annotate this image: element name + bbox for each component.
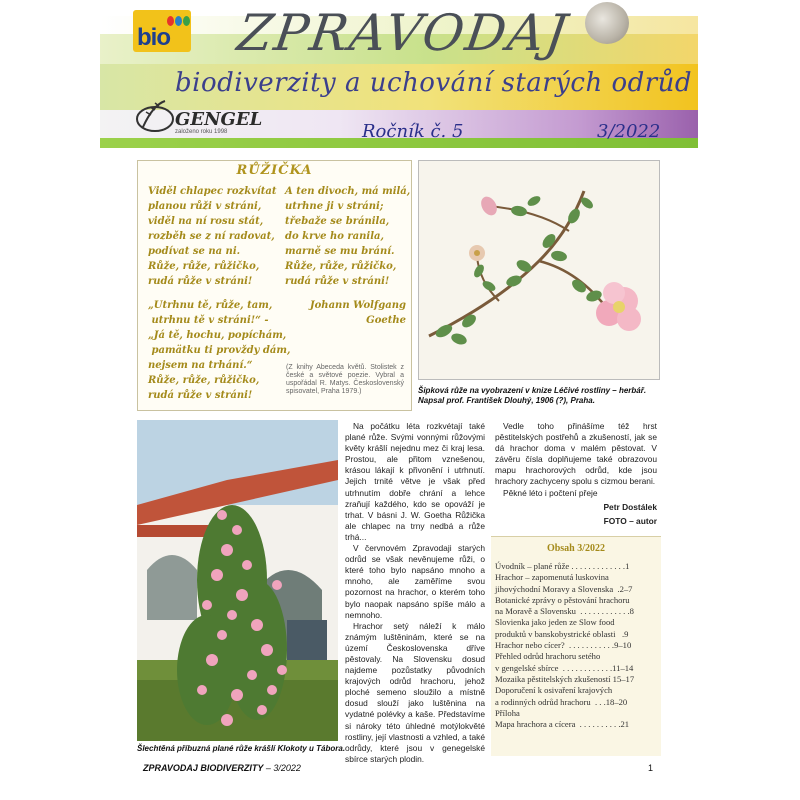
contents-item[interactable]: a rodinných odrůd hrachoru . . .18–20 <box>495 696 628 707</box>
seeds-in-hand-image <box>585 2 629 44</box>
masthead <box>0 0 800 155</box>
contents-item[interactable]: Mapa hrachora a cícera . . . . . . . . . .21 <box>495 719 630 730</box>
wild-rose-drawing <box>419 161 659 379</box>
bio-logo: bio <box>133 10 191 52</box>
rose-illustration <box>418 160 660 380</box>
paragraph: Hrachor setý náleží k málo známým luštěninám, které se na území Československa dříve pěstovaly. Na Slovensku dosud najdeme pozůstatky původních krajových odrůd hrachoru, jehož ploché semeno sloužilo a místně dosud slouží jako luštěnina na vydatné polévky a kaše. Představíme si nároky této úhledné motýlokvěté rostliny, její vlastnosti a vzhled, a také odrůdy, které jsou v genegelské sbírce starých plodin. <box>345 620 485 764</box>
contents-item[interactable]: Přehled odrůd hrachoru setého <box>495 651 601 662</box>
poem-stanza-left: Viděl chlapec rozkvítat planou růži v stráni, viděl na ní rosu stát, rozběh se z ní radovat, podívat se na ni. Růže, růže, růžičko, rudá růže v stráni! <box>148 186 277 287</box>
building-with-roses-image <box>137 420 338 741</box>
poem-author-last: Goethe <box>366 315 406 326</box>
signature: Petr Dostálek <box>603 501 657 512</box>
footer-title: ZPRAVODAJ BIODIVERZITY <box>143 763 264 773</box>
gengel-logo: GENGEL založeno roku 1998 <box>135 97 245 137</box>
poem-author-first: Johann Wolfgang <box>309 300 406 311</box>
contents-item[interactable]: Hrachor nebo cícer? . . . . . . . . . . .9–10 <box>495 640 632 651</box>
photo-caption: Šlechtěná příbuzná plané růže krášlí Klokoty u Tábora. <box>137 744 346 753</box>
volume-label: Ročník č. 5 <box>362 121 464 142</box>
table-of-contents <box>491 536 661 756</box>
photo-credit: FOTO – autor <box>603 515 657 526</box>
poem-stanza-third: „Utrhnu tě, růže, tam, utrhnu tě v stráni!“ - „Já tě, hochu, popíchám, pamätku ti provždy dám, nejsem na trhání.“ Růže, růže, růžičko, rudá růže v stráni! <box>148 300 291 401</box>
contents-item[interactable]: jihovýchodní Moravy a Slovenska .2–7 <box>495 583 633 594</box>
rose-flower <box>596 282 641 331</box>
paragraph: Pěkné léto i počtení přeje <box>503 487 598 498</box>
contents-item[interactable]: Úvodník – plané růže . . . . . . . . . . . . .1 <box>495 561 630 571</box>
contents-item[interactable]: Hrachor – zapomenutá luskovina <box>495 572 609 583</box>
article-column-2 <box>495 421 657 527</box>
poem-title: RŮŽIČKA <box>236 163 313 178</box>
masthead-title: ZPRAVODAJ <box>233 4 573 62</box>
poem-box <box>137 160 412 411</box>
contents-item[interactable]: Doporučení k osivaření krajových <box>495 685 613 696</box>
issue-label: 3/2022 <box>597 121 661 142</box>
rose-arch-photo <box>137 420 338 741</box>
contents-item[interactable]: produktů v banskobystrické oblasti .9 <box>495 628 629 639</box>
illustration-caption: Šipková růže na vyobrazení v knize Léčivé rostliny – herbář. Napsal prof. František Dlouhý, 1906 (?), Praha. <box>418 386 647 405</box>
poem-stanza-right: A ten divoch, má milá, utrhne ji v stráni; třebaže se bránila, do krve ho ranila, marně se mu brání. Růže, růže, růžičko, rudá růže v stráni! <box>285 186 411 287</box>
contents-item[interactable]: Mozaika pěstitelských zkušeností 15–17 <box>495 673 635 684</box>
masthead-subtitle: biodiverzity a uchování starých odrůd <box>175 68 693 98</box>
wheat-icon <box>135 97 175 137</box>
footer-publication <box>143 763 301 773</box>
contents-title: Obsah 3/2022 <box>546 543 606 554</box>
poem-source: (Z knihy Abeceda květů. Stolistek z české a světové poezie. Vybral a uspořádal R. Matys. Československý spisovatel, Praha 1979.) <box>286 364 404 395</box>
paragraph: V červnovém Zpravodaji starých odrůd se však nevěnujeme růži, o které toho bylo napsáno mnoho a mnoho, ale zaměříme svou pozornost na hrachor, o kterém toho bylo naopak napsáno spíše málo a nemnoho. <box>345 543 485 620</box>
contents-item[interactable]: v gengelské sbírce . . . . . . . . . . . .11–14 <box>495 662 634 673</box>
paragraph: Na počátku léta rozkvétají také plané růže. Svými vonnými růžovými květy krášlí nejednu mez či kraj lesa. Prostou, ale přitom vznešenou, krásou lákají k přivonění i utrhnutí. Jejich trnité větve je však před utrhnutím dobře chrání a lehce zraňují každého, kdo se opováží je trhat. V básni J. W. Goetha Růžička ale chlapec na trny nedbá a růže trhá... <box>345 421 485 542</box>
contents-item[interactable]: Slovienka jako jeden ze Slow food <box>495 617 615 628</box>
page-number: 1 <box>648 763 654 773</box>
article-column-1 <box>345 421 485 765</box>
footer-issue: – 3/2022 <box>265 763 301 773</box>
contents-item[interactable]: Příloha <box>495 707 520 718</box>
contents-item[interactable]: na Moravě a Slovensku . . . . . . . . . . . .8 <box>495 606 634 617</box>
contents-list <box>495 561 659 730</box>
contents-item[interactable]: Botanické zprávy o pěstování hrachoru <box>495 594 630 605</box>
paragraph: Vedle toho přinášíme též hrst pěstitelských postřehů a zkušeností, jak se dá hrachor doma v malém pěstovat. V závěru čísla doplňujeme také obrazovou mapu hrachorových odrůd, kde jsou hrachory zachyceny spolu s cizmou berani. <box>495 421 657 487</box>
